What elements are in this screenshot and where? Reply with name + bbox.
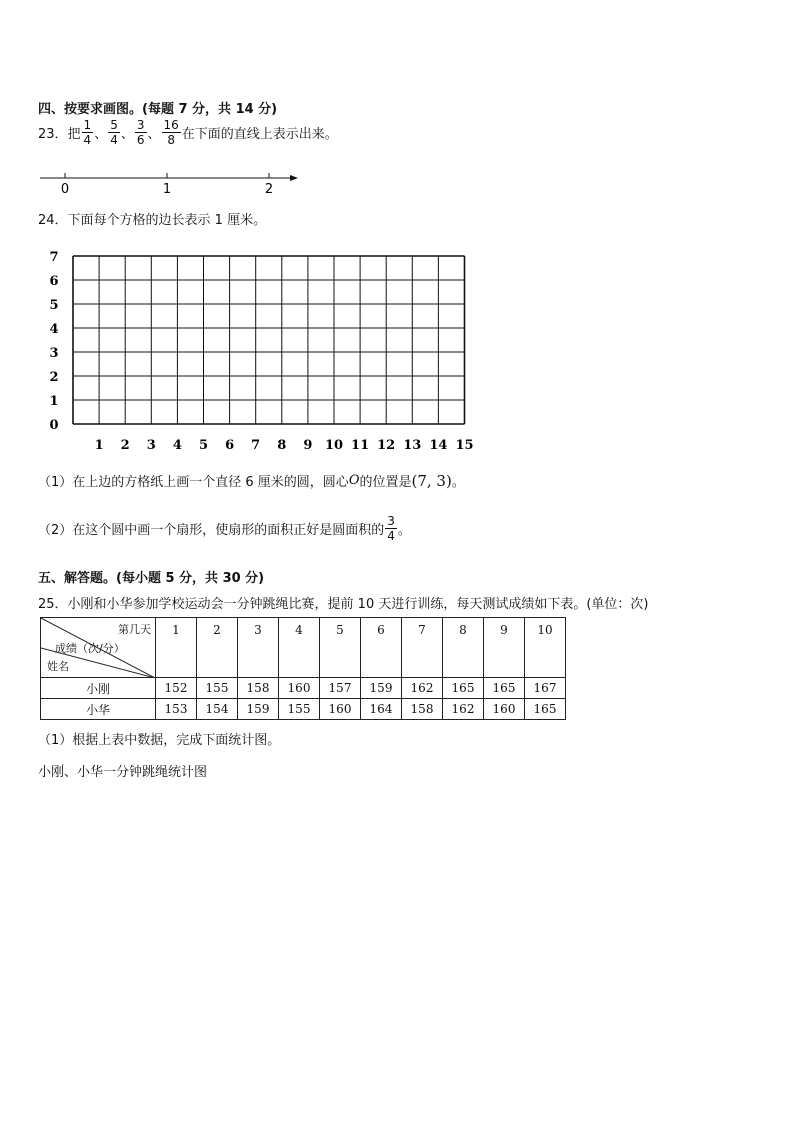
score-cell: 165 (525, 699, 566, 720)
score-cell: 155 (197, 678, 238, 699)
number-line-arrow (290, 175, 298, 181)
center-o: O (348, 473, 360, 488)
x-tick-label: 1 (94, 438, 104, 449)
fraction-2: $\frac{5}{4}$ (110, 118, 118, 147)
q25-text: 25．小刚和小华参加学校运动会一分钟跳绳比赛，提前 10 天进行训练，每天测试成绩如下表。(单位：次) (38, 597, 649, 612)
x-tick-label: 5 (198, 438, 209, 449)
score-cell: 153 (156, 699, 197, 720)
fraction-4: $\frac{16}{8}$ (163, 118, 179, 147)
score-cell: 152 (156, 678, 197, 699)
x-tick-label: 9 (303, 438, 313, 449)
fraction-1: $\frac{1}{4}$ (83, 118, 92, 147)
header-score-label: 成绩（次/分） (55, 642, 125, 655)
x-tick-label: 6 (225, 438, 235, 449)
day-header: 4 (279, 618, 320, 678)
q24-text: 24．下面每个方格的边长表示 1 厘米。 (38, 213, 267, 228)
section4-heading: 四、按要求画图。(每题 7 分，共 14 分) (38, 102, 278, 117)
score-cell: 159 (361, 678, 402, 699)
day-header: 9 (484, 618, 525, 678)
score-cell: 162 (443, 699, 484, 720)
fraction-3: $\frac{3}{6}$ (136, 118, 145, 147)
center-point: (7, 3) (411, 471, 452, 490)
day-header: 3 (238, 618, 279, 678)
y-tick-label: 6 (49, 274, 59, 289)
day-header: 2 (197, 618, 238, 678)
q25-sub1: （1）根据上表中数据，完成下面统计图。 (38, 733, 281, 748)
score-cell: 154 (197, 699, 238, 720)
section5-heading: 五、解答题。(每小题 5 分，共 30 分) (38, 571, 265, 586)
score-cell: 160 (279, 678, 320, 699)
table-header-row (41, 618, 566, 678)
q23-prefix: 23．把 (38, 127, 81, 142)
chart-title: 小刚、小华一分钟跳绳统计图 (38, 765, 208, 780)
q24-sub2: （2）在这个圆中画一个扇形，使扇形的面积正好是圆面积的 $\frac{3}{4}$ 。 (38, 514, 411, 543)
score-table (40, 617, 566, 720)
x-tick-label: 8 (277, 438, 287, 449)
y-tick-label: 3 (49, 346, 59, 361)
score-cell: 158 (238, 678, 279, 699)
score-cell: 162 (402, 678, 443, 699)
score-cell: 164 (361, 699, 402, 720)
tick-label-1: 1 (162, 182, 172, 197)
score-cell: 157 (320, 678, 361, 699)
day-header: 1 (156, 618, 197, 678)
tick-label-0: 0 (60, 182, 70, 197)
y-tick-label: 2 (49, 370, 59, 385)
x-tick-label: 3 (146, 438, 156, 449)
x-tick-label: 14 (429, 438, 448, 449)
score-cell: 165 (443, 678, 484, 699)
day-header: 7 (402, 618, 443, 678)
header-day-label: 第几天 (118, 623, 151, 636)
table-row (41, 678, 566, 699)
score-cell: 160 (484, 699, 525, 720)
grid-paper (40, 244, 485, 449)
score-cell: 158 (402, 699, 443, 720)
y-tick-label: 0 (49, 418, 59, 433)
score-cell: 165 (484, 678, 525, 699)
score-cell: 167 (525, 678, 566, 699)
x-tick-label: 10 (324, 438, 344, 449)
y-tick-label: 4 (49, 322, 59, 337)
diagonal-header-cell (41, 618, 156, 678)
q23-text: 23．把 $\frac{1}{4}$ 、 $\frac{5}{4}$ 、 $\frac{3}{6}$ 、 $\frac{16}{8}$ 在下面的直线上表示出来。 (38, 118, 338, 147)
row-name: 小刚 (41, 678, 156, 699)
number-line (38, 168, 303, 198)
day-header: 8 (443, 618, 484, 678)
q24-sub1: （1）在上边的方格纸上画一个直径 6 厘米的圆，圆心 O 的位置是 (7, 3) 。 (38, 471, 465, 490)
score-cell: 155 (279, 699, 320, 720)
x-tick-label: 4 (172, 438, 182, 449)
x-tick-label: 13 (403, 438, 422, 449)
fraction-three-quarters: $\frac{3}{4}$ (387, 514, 395, 543)
day-header: 6 (361, 618, 402, 678)
y-tick-label: 7 (49, 250, 59, 265)
score-cell: 160 (320, 699, 361, 720)
x-tick-label: 2 (120, 438, 130, 449)
x-tick-label: 11 (351, 438, 370, 449)
x-tick-label: 15 (455, 438, 474, 449)
header-name-label: 姓名 (47, 660, 69, 673)
day-header: 5 (320, 618, 361, 678)
row-name: 小华 (41, 699, 156, 720)
x-tick-label: 7 (251, 438, 261, 449)
score-cell: 159 (238, 699, 279, 720)
y-tick-label: 1 (49, 394, 59, 409)
y-tick-label: 5 (49, 298, 59, 313)
q23-suffix: 在下面的直线上表示出来。 (181, 127, 338, 142)
tick-label-2: 2 (264, 182, 274, 197)
table-row (41, 699, 566, 720)
day-header: 10 (525, 618, 566, 678)
x-tick-label: 12 (377, 438, 396, 449)
